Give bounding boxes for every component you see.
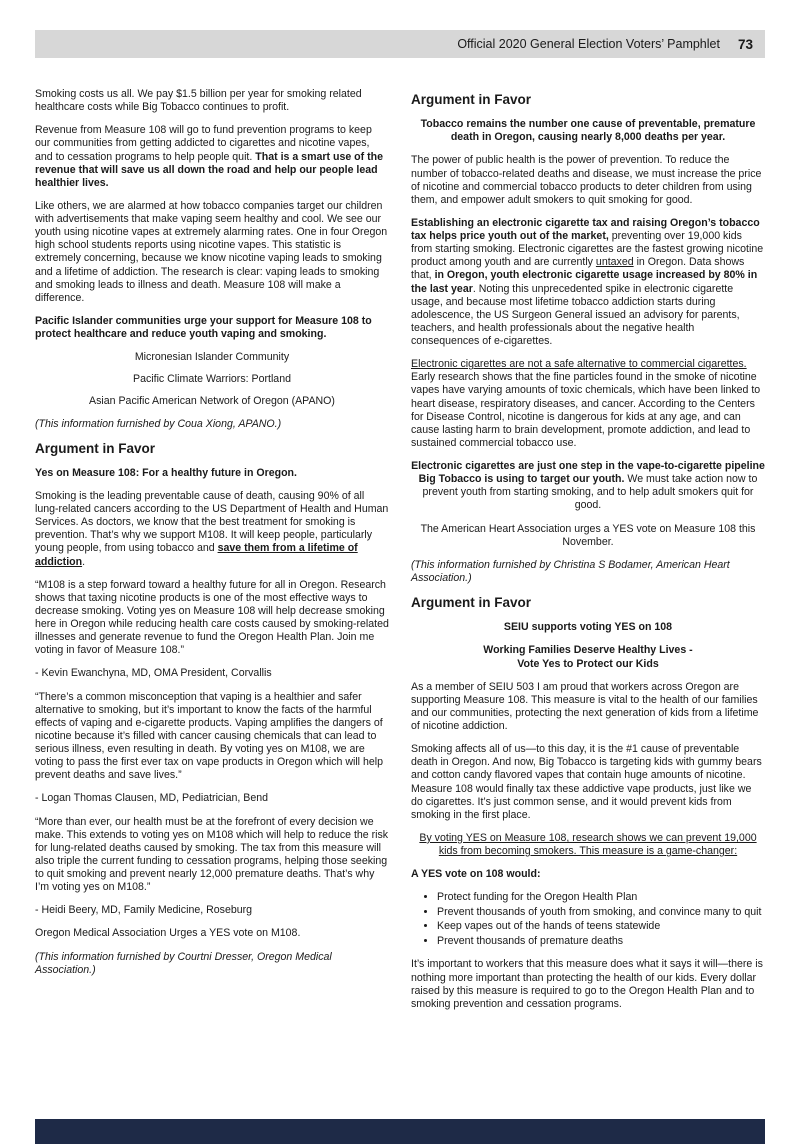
paragraph-power-of-health: The power of public health is the power of prevention. To reduce the number of tobacco-related deaths and disease, we must increase the price of nicotine and commercial tobacco products to deter children from using them, and empower adult smokers to quit smoking for good. bbox=[411, 154, 762, 206]
signature-line: - Logan Thomas Clausen, MD, Pediatrician, Bend bbox=[35, 792, 268, 805]
quote-clausen: “There’s a common misconception that vaping is a healthier and safer alternative to smoking, but it’s important to know the facts of the harmful effects of vaping and e-cigarette products. Vaping amplifies the dangers of nicotine because it’s filled with cancer causing chemicals that can lead to serious illness, even resulting in death. By voting yes on M108, we are voting to pass the first ever tax on vape products in Oregon which will help prevent deaths and save lives.” bbox=[35, 690, 384, 782]
text-run-underline: By voting YES on Measure 108, research shows we can prevent 19,000 kids from becoming smokers. This measure is a game-changer: bbox=[419, 831, 757, 857]
argument-heading: Argument in Favor bbox=[35, 440, 156, 456]
text-run: Revenue from Measure 108 will go to fund prevention programs to keep our communities from getting addicted to cigarettes and nicotine vapes, and to cessation programs to help people quit. bbox=[35, 124, 372, 163]
paragraph-pacific-islander: Pacific Islander communities urge your support for Measure 108 to protect healthcare and reduce youth vaping and smoking. bbox=[35, 314, 372, 340]
signature-line: - Heidi Beery, MD, Family Medicine, Roseburg bbox=[35, 904, 253, 917]
text-run: Smoking is the leading preventable cause of death, causing 90% of all lung-related cancers according to the US Department of Health and Human Services. As doctors, we know that the best treatment for smoking is prevention. That’s why we support M108. It will keep people, particularly young people, from using tobacco and bbox=[35, 489, 389, 555]
furnished-by: (This information furnished by Courtni Dresser, Oregon Medical Association.) bbox=[35, 950, 332, 976]
text-run-bold: Establishing an electronic cigarette tax and raising Oregon’s tobacco tax helps price youth out of the market, bbox=[411, 216, 760, 243]
org-line: Pacific Climate Warriors: Portland bbox=[133, 373, 291, 386]
signature-line: - Kevin Ewanchyna, MD, OMA President, Corvallis bbox=[35, 667, 272, 680]
paragraph-research-shows bbox=[411, 832, 765, 858]
bullet-item: • Prevent thousands of youth from smoking, and convince many to quit bbox=[437, 906, 765, 920]
paragraph-seiu-subtitle bbox=[411, 644, 765, 670]
paragraph-revenue bbox=[35, 124, 389, 190]
paragraph-tobacco-remains: Tobacco remains the number one cause of preventable, premature death in Oregon, causing nearly 8,000 deaths per year. bbox=[420, 118, 756, 144]
furnished-by: (This information furnished by Coua Xiong, APANO.) bbox=[35, 417, 282, 430]
text-run: . bbox=[82, 555, 86, 568]
paragraph-establishing bbox=[411, 217, 765, 348]
header-bar bbox=[35, 30, 765, 58]
argument-heading: Argument in Favor bbox=[411, 92, 532, 107]
bullet-item: • Protect funding for the Oregon Health Plan bbox=[437, 891, 765, 905]
paragraph-oma: Oregon Medical Association Urges a YES vote on M108. bbox=[35, 927, 301, 940]
page-number: 73 bbox=[737, 36, 753, 52]
paragraph-smoking-affects: Smoking affects all of us—to this day, it is the #1 cause of preventable death in Oregon. And now, Big Tobacco is targeting kids with gummy bears and cotton candy flavored vapes that contain huge amounts of nicotine. Measure 108 would finally tax these addictive vape products, just like we do cigarettes. It’s just common sense, and it would prevent kids from smoking in the first place. bbox=[411, 743, 762, 821]
text-run-bold: Electronic cigarettes are just one step in the vape-to-cigarette pipeline Big Tobacco is using to target our youth. bbox=[411, 460, 765, 486]
paragraph-seiu-member: As a member of SEIU 503 I am proud that workers across Oregon are supporting Measure 108. This measure is vital to the health of our families and our communities, protecting the next generation of kids from a lifetime of nicotine addiction. bbox=[411, 680, 759, 732]
quote-beery: “More than ever, our health must be at the forefront of every decision we make. This extends to voting yes on M108 which will help to reduce the risk for lung-related deaths caused by smoking. The tax from this measure will also triple the current funding to cessation programs, helping those seeking to quit smoking and prevent nearly 12,000 premature deaths. That’s why I’m voting yes on M108.” bbox=[35, 815, 389, 894]
paragraph-yes-vote-would: A YES vote on 108 would: bbox=[411, 868, 541, 881]
paragraph-important-to-workers: It’s important to workers that this measure does what it says it will—there is nothing more important than protecting the health of our kids. Every dollar raised by this measure is required to go to the Oregon Health Plan and to smoking prevention and cessation programs. bbox=[411, 958, 763, 1010]
paragraph-yes-measure: Yes on Measure 108: For a healthy future in Oregon. bbox=[35, 466, 297, 479]
paragraph-seiu-title: SEIU supports voting YES on 108 bbox=[503, 621, 673, 634]
text-run-bold: That is a smart use of the revenue that will save us all down the road and help our people lead healthier lives. bbox=[35, 150, 384, 189]
org-line: Micronesian Islander Community bbox=[134, 351, 290, 364]
text-run: preventing over 19,000 kids from starting smoking. Electronic cigarettes are the fastest growing nicotine product among youth and are currently bbox=[411, 230, 764, 269]
text-run-underline: untaxed bbox=[595, 256, 634, 269]
text-run: in Oregon. Data shows that, bbox=[411, 256, 745, 282]
yes-vote-bullet-list bbox=[411, 891, 765, 948]
paragraph-alarmed: Like others, we are alarmed at how tobacco companies target our children with advertisements that make vaping seem healthy and cool. We see our youth using nicotine vapes at extremely alarming rates. One in four Oregon high school students reports using nicotine vapes. This statistic is extremely concerning, because we know nicotine vaping leads to smoking and a lifetime of addiction. The research is clear: vaping leads to smoking and smoking leads to illness and death. Measure 108 will make a difference. bbox=[35, 199, 388, 304]
text-run-bold: Vote Yes to Protect our Kids bbox=[517, 657, 659, 670]
furnished-by: (This information furnished by Christina S Bodamer, American Heart Association.) bbox=[411, 558, 730, 584]
text-run: We must take action now to prevent youth from starting smoking, and to help adult smokers quit for good. bbox=[422, 473, 758, 512]
paragraph-pipeline bbox=[411, 460, 765, 513]
paragraph-smoking-costs: Smoking costs us all. We pay $1.5 billion per year for smoking related healthcare costs while Big Tobacco continues to profit. bbox=[35, 88, 362, 114]
argument-heading: Argument in Favor bbox=[411, 595, 532, 611]
text-run-bold-underline: save them from a lifetime of addiction bbox=[35, 542, 358, 568]
bullet-item: • Keep vapes out of the hands of teens statewide bbox=[437, 920, 765, 934]
footer-bar bbox=[35, 1119, 765, 1144]
quote-ewanchyna: “M108 is a step forward toward a healthy future for all in Oregon. Research shows that taxing nicotine products is one of the most effective ways to decrease smoking. Voting yes on Measure 108 will help decrease smoking here in Oregon while reducing health care costs caused by smoking-related illnesses and generate revenue to fund the Oregon Health Plan. Join me voting in favor of Measure 108.” bbox=[35, 578, 389, 657]
text-run: Early research shows that the fine particles found in the smoke of nicotine vapes have varying amounts of toxic chemicals, which have been linked to heart disease, respiratory diseases, and cancer. According to the Centers for Disease Control, nicotine is dangerous for kids at any age, and can cause lasting harm to brain development, promote addiction, and lead to sustained commercial tobacco use. bbox=[411, 371, 761, 449]
left-column bbox=[35, 88, 389, 1021]
paragraph-leading-cause bbox=[35, 490, 389, 569]
content-columns bbox=[35, 88, 765, 1021]
text-run: . Noting this unprecedented spike in electronic cigarette usage, and because most lifetime tobacco addiction starts during adolescence, the US Surgeon General issued an advisory for parents, teachers, and health professionals about the negative health consequences of e-cigarettes. bbox=[411, 282, 740, 348]
text-run-bold: in Oregon, youth electronic cigarette usage increased by 80% in the last year bbox=[411, 269, 758, 295]
pamphlet-title: Official 2020 General Election Voters’ Pamphlet bbox=[457, 37, 720, 51]
bullet-item: • Prevent thousands of premature deaths bbox=[437, 935, 765, 949]
paragraph-aha-urges: The American Heart Association urges a YES vote on Measure 108 this November. bbox=[420, 522, 756, 548]
paragraph-not-safe bbox=[411, 358, 765, 450]
right-column bbox=[411, 88, 765, 1021]
text-run-bold: Working Families Deserve Healthy Lives - bbox=[483, 644, 693, 657]
text-run-underline: Electronic cigarettes are not a safe alternative to commercial cigarettes. bbox=[411, 358, 747, 371]
org-line: Asian Pacific American Network of Oregon (APANO) bbox=[89, 395, 335, 408]
